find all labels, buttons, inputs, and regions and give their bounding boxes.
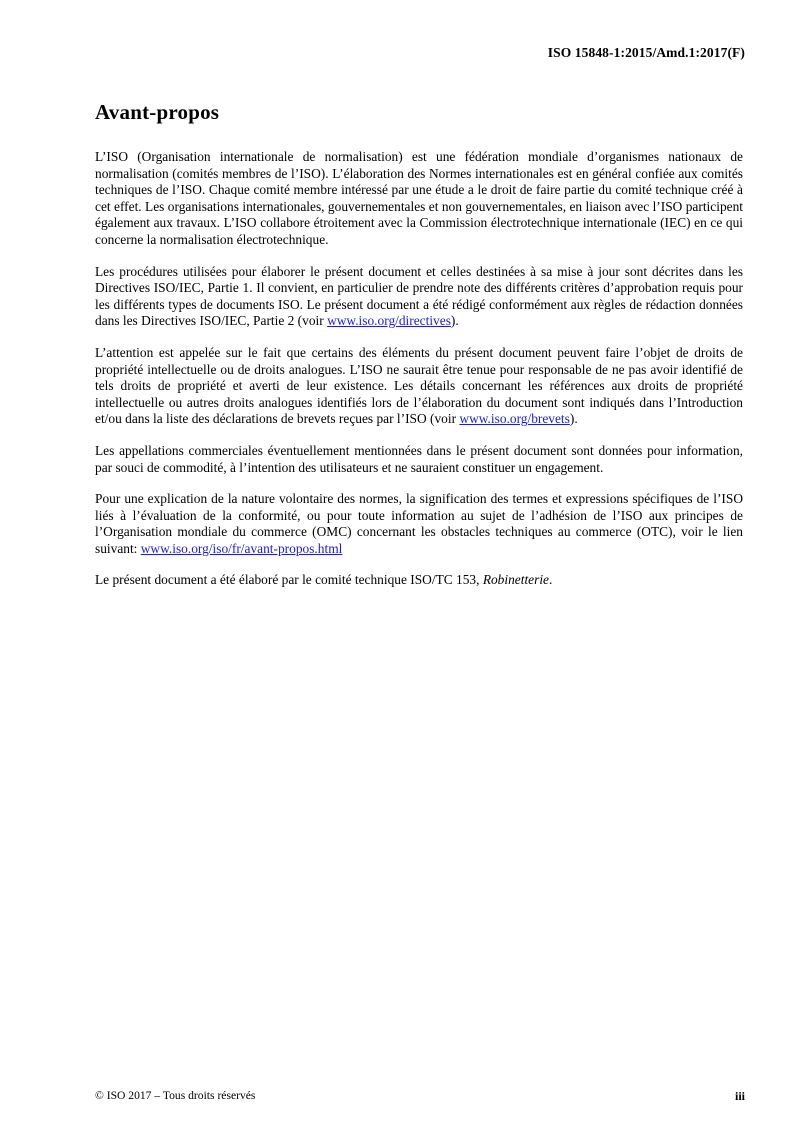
page-title: Avant-propos	[95, 100, 220, 124]
link-iso-avant-propos[interactable]: www.iso.org/iso/fr/avant-propos.html	[140, 540, 343, 556]
paragraph-committee	[95, 572, 743, 589]
copyright-notice: © ISO 2017 – Tous droits réservés	[95, 1089, 256, 1102]
paragraph-voluntary-nature	[95, 491, 743, 557]
paragraph-text-tail: ).	[569, 411, 578, 427]
paragraph-patent-rights	[95, 345, 743, 428]
paragraph-text-tail: .	[549, 572, 553, 588]
paragraph-text: Les procédures utilisées pour élaborer le présent document et celles destinées à sa mise à jour sont décrites dans les Directives ISO/IEC, Partie 1. Il convient, en particulier de prendre note des différents critères d’approbation requis pour les différents types de documents ISO. Le présent document a été rédigé conformément aux règles de rédaction données dans les Directives ISO/IEC, Partie 2 (voir	[95, 263, 743, 329]
paragraph-text: Les appellations commerciales éventuellement mentionnées dans le présent document sont données pour information, par souci de commodité, à l’intention des utilisateurs et ne sauraient constituer un engagement.	[95, 442, 743, 475]
paragraph-trade-names	[95, 443, 743, 476]
paragraph-text: L’attention est appelée sur le fait que certains des éléments du présent document peuvent faire l’objet de droits de propriété intellectuelle ou de droits analogues. L’ISO ne saurait être tenue pour responsable de ne pas avoir identifié de tels droits de propriété et averti de leur existence. Les détails concernant les références aux droits de propriété intellectuelle ou autres droits analogues identifiés lors de l’élaboration du document sont indiqués dans l’Introduction et/ou dans la liste des déclarations de brevets reçues par l’ISO (voir	[95, 344, 743, 427]
paragraph-text: Le présent document a été élaboré par le comité technique ISO/TC 153,	[95, 572, 483, 588]
document-body	[95, 100, 743, 604]
paragraph-text: L’ISO (Organisation internationale de normalisation) est une fédération mondiale d’organismes nationaux de normalisation (comités membres de l’ISO). L’élaboration des Normes internationales est en général confiée aux comités techniques de l’ISO. Chaque comité membre intéressé par une étude a le droit de faire partie du comité technique créé à cet effet. Les organisations internationales, gouvernementales et non gouvernementales, en liaison avec l’ISO participent également aux travaux. L’ISO collabore étroitement avec la Commission électrotechnique internationale (IEC) en ce qui concerne la normalisation électrotechnique.	[95, 149, 743, 247]
link-iso-directives[interactable]: www.iso.org/directives	[327, 313, 451, 329]
paragraph-procedures	[95, 264, 743, 330]
document-reference-header: ISO 15848-1:2015/Amd.1:2017(F)	[547, 45, 745, 60]
page-number: iii	[734, 1089, 745, 1103]
paragraph-iso-description	[95, 149, 743, 249]
paragraph-text: Pour une explication de la nature volontaire des normes, la signification des termes et expressions spécifiques de l’ISO liés à l’évaluation de la conformité, ou pour toute information au sujet de l’adhésion de l’ISO aux principes de l’Organisation mondiale du commerce (OMC) concernant les obstacles techniques au commerce (OTC), voir le lien suivant:	[95, 491, 743, 556]
committee-name: Robinetterie	[482, 572, 550, 588]
paragraph-text-tail: ).	[450, 313, 459, 329]
link-iso-brevets[interactable]: www.iso.org/brevets	[459, 411, 570, 427]
